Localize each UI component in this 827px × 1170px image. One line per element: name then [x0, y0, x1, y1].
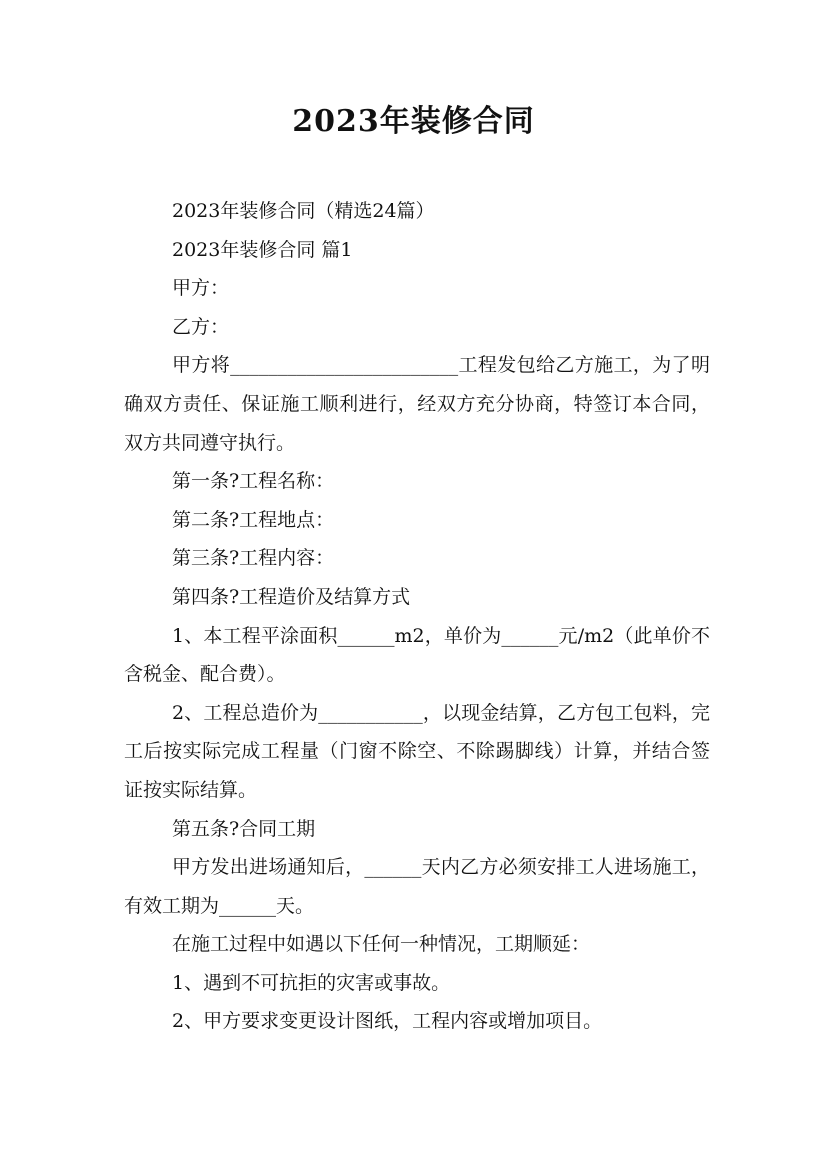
paragraph-article-4-item-1: 1、本工程平涂面积______m2，单价为______元/m2（此单价不含税金、配合费）。 [124, 624, 710, 686]
paragraph-article-4-item-2: 2、工程总造价为___________，以现金结算，乙方包工包料，完工后按实际完成工程量（门窗不除空、不除踢脚线）计算，并结合签证按实际结算。 [124, 701, 710, 801]
paragraph-party-a: 甲方： [172, 277, 230, 300]
paragraph-party-b: 乙方： [172, 315, 230, 338]
paragraph-article-5-text: 甲方发出进场通知后，______天内乙方必须安排工人进场施工，有效工期为______天。 [124, 856, 710, 917]
paragraph-article-5: 第五条?合同工期 [172, 817, 316, 840]
paragraph-delay-item-2: 2、甲方要求变更设计图纸，工程内容或增加项目。 [172, 1010, 603, 1033]
paragraph-section-heading: 2023年装修合同 篇1 [172, 238, 353, 261]
paragraph-article-1: 第一条?工程名称： [172, 470, 335, 493]
document-title: 2023年装修合同 [292, 104, 535, 139]
paragraph-preamble: 甲方将________________________工程发包给乙方施工，为了明确双方责任、保证施工顺利进行，经双方充分协商，特签订本合同，双方共同遵守执行。 [124, 354, 710, 454]
paragraph-article-4: 第四条?工程造价及结算方式 [172, 585, 411, 608]
paragraph-article-2: 第二条?工程地点： [172, 508, 335, 531]
paragraph-delay-item-1: 1、遇到不可抗拒的灾害或事故。 [172, 971, 451, 994]
paragraph-subtitle: 2023年装修合同（精选24篇） [172, 200, 435, 222]
paragraph-delay-conditions: 在施工过程中如遇以下任何一种情况，工期顺延： [172, 933, 591, 956]
document-body [124, 192, 710, 1041]
paragraph-article-3: 第三条?工程内容： [172, 547, 335, 570]
